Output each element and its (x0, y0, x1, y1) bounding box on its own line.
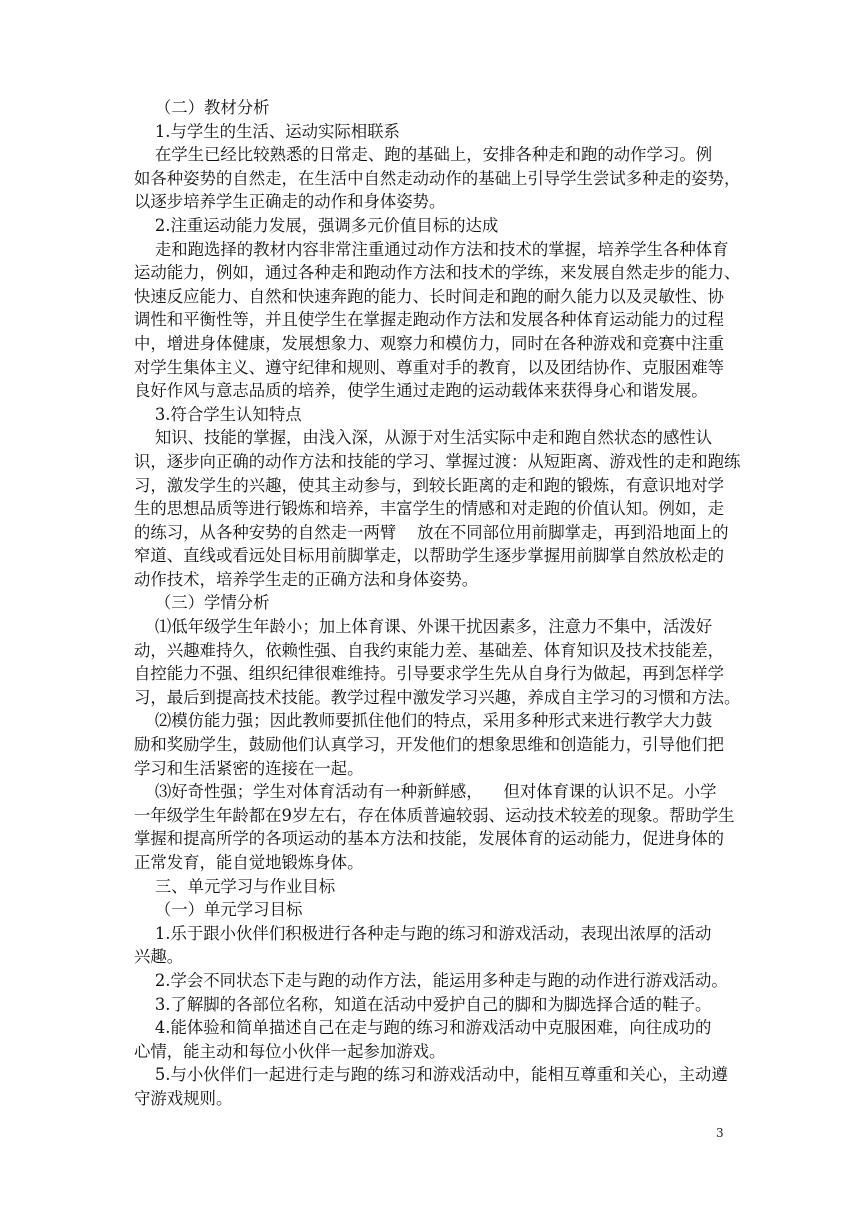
paragraph-line: 的练习，从各种安势的自然走一两臂 放在不同部位用前脚掌走，再到沿地面上的 (134, 522, 729, 542)
paragraph-line: 窄道、直线或看远处目标用前脚掌走，以帮助学生逐步掌握用前脚掌自然放松走的 (134, 546, 725, 566)
paragraph-line: 快速反应能力、自然和快速奔跑的能力、长时间走和跑的耐久能力以及灵敏性、协 (134, 286, 725, 306)
goal-line: 5.与小伙伴们一起进行走与跑的练习和游戏活动中，能相互尊重和关心，主动遵 (134, 1065, 728, 1085)
paragraph-line: 掌握和提高所学的各项运动的基本方法和技能，发展体育的运动能力，促进身体的 (134, 829, 725, 849)
goal-line: 1.乐于跟小伙伴们积极进行各种走与跑的练习和游戏活动，表现出浓厚的活动 (134, 923, 712, 943)
goal-line: 4.能体验和简单描述自己在走与跑的练习和游戏活动中克服困难，向往成功的 (134, 1018, 712, 1038)
paragraph-line: 识，逐步向正确的动作方法和技能的学习、掌握过渡：从短距离、游戏性的走和跑练 (134, 451, 741, 471)
section-heading-unit-goals: 三、单元学习与作业目标 (134, 876, 336, 896)
paragraph-line: 良好作风与意志品质的培养，使学生通过走跑的运动载体来获得身心和谐发展。 (134, 381, 708, 401)
paragraph-line: 调性和平衡性等，并且使学生在掌握走跑动作方法和发展各种体育运动能力的过程 (134, 310, 725, 330)
subheading-2: 2.注重运动能力发展，强调多元价值目标的达成 (134, 215, 499, 235)
document-body (134, 96, 741, 1111)
paragraph-line: 对学生集体主义、遵守纪律和规则、尊重对手的教育，以及团结协作、克服困难等 (134, 357, 725, 377)
page-number: 3 (716, 1126, 724, 1140)
paragraph-line: 中，增进身体健康，发展想象力、观察力和模仿力，同时在各种游戏和竞赛中注重 (134, 333, 725, 353)
goal-line: 心情，能主动和每位小伙伴一起参加游戏。 (134, 1041, 446, 1061)
paragraph-line: 运动能力，例如，通过各种走和跑动作方法和技术的学练，来发展自然走步的能力、 (134, 263, 741, 283)
paragraph-line: 走和跑选择的教材内容非常注重通过动作方法和技术的掌握，培养学生各种体育 (134, 239, 729, 259)
paragraph-line: 在学生已经比较熟悉的日常走、跑的基础上，安排各种走和跑的动作学习。例 (134, 145, 713, 165)
paragraph-line: 励和奖励学生，鼓励他们认真学习，开发他们的想象思维和创造能力，引导他们把 (134, 735, 725, 755)
paragraph-line: 一年级学生年龄都在9岁左右，存在体质普遍较弱、运动技术较差的现象。帮助学生 (134, 805, 735, 825)
goal-line: 守游戏规则。 (134, 1088, 233, 1108)
paragraph-line: 学习和生活紧密的连接在一起。 (134, 758, 364, 778)
paragraph-line: 习，最后到提高技术技能。教学过程中激发学习兴趣，养成自主学习的习惯和方法。 (134, 687, 741, 707)
paragraph-line: 生的思想品质等进行锻炼和培养，丰富学生的情感和对走跑的价值认知。例如，走 (134, 499, 725, 519)
goal-line: 兴趣。 (134, 947, 184, 967)
paragraph-line: ⑴低年级学生年龄小；加上体育课、外课干扰因素多，注意力不集中，活泼好 (134, 617, 713, 637)
section-heading-learner-analysis: （三）学情分析 (134, 593, 270, 613)
paragraph-line: 知识、技能的掌握，由浅入深，从源于对生活实际中走和跑自然状态的感性认 (134, 428, 713, 448)
paragraph-line: 动作技术，培养学生走的正确方法和身体姿势。 (134, 569, 479, 589)
subheading-unit-learning-goals: （一）单元学习目标 (134, 900, 303, 920)
goal-line: 3.了解脚的各部位名称，知道在活动中爱护自己的脚和为脚选择合适的鞋子。 (134, 994, 712, 1014)
paragraph-line: 以逐步培养学生正确走的动作和身体姿势。 (134, 192, 446, 212)
paragraph-line: 正常发育，能自觉地锻炼身体。 (134, 853, 364, 872)
paragraph-line: 动，兴趣难持久，依赖性强、自我约束能力差、基础差、体育知识及技术技能差， (134, 640, 725, 660)
paragraph-line: 习，激发学生的兴趣，使其主动参与，到较长距离的走和跑的锻炼，有意识地对学 (134, 475, 725, 495)
section-heading-textbook-analysis: （二）教材分析 (134, 98, 270, 117)
subheading-1: 1.与学生的生活、运动实际相联系 (134, 121, 400, 141)
subheading-3: 3.符合学生认知特点 (134, 404, 302, 424)
paragraph-line: ⑶好奇性强；学生对体育活动有一种新鲜感， 但对体育课的认识不足。小学 (134, 782, 717, 802)
paragraph-line: ⑵模仿能力强；因此教师要抓住他们的特点，采用多种形式来进行教学大力鼓 (134, 711, 713, 731)
paragraph-line: 如各种姿势的自然走，在生活中自然走动动作的基础上引导学生尝试多种走的姿势， (134, 168, 741, 188)
paragraph-line: 自控能力不强、组织纪律很难维持。引导要求学生先从自身行为做起，再到怎样学 (134, 664, 725, 684)
goal-line: 2.学会不同状态下走与跑的动作方法，能运用多种走与跑的动作进行游戏活动。 (134, 970, 728, 990)
